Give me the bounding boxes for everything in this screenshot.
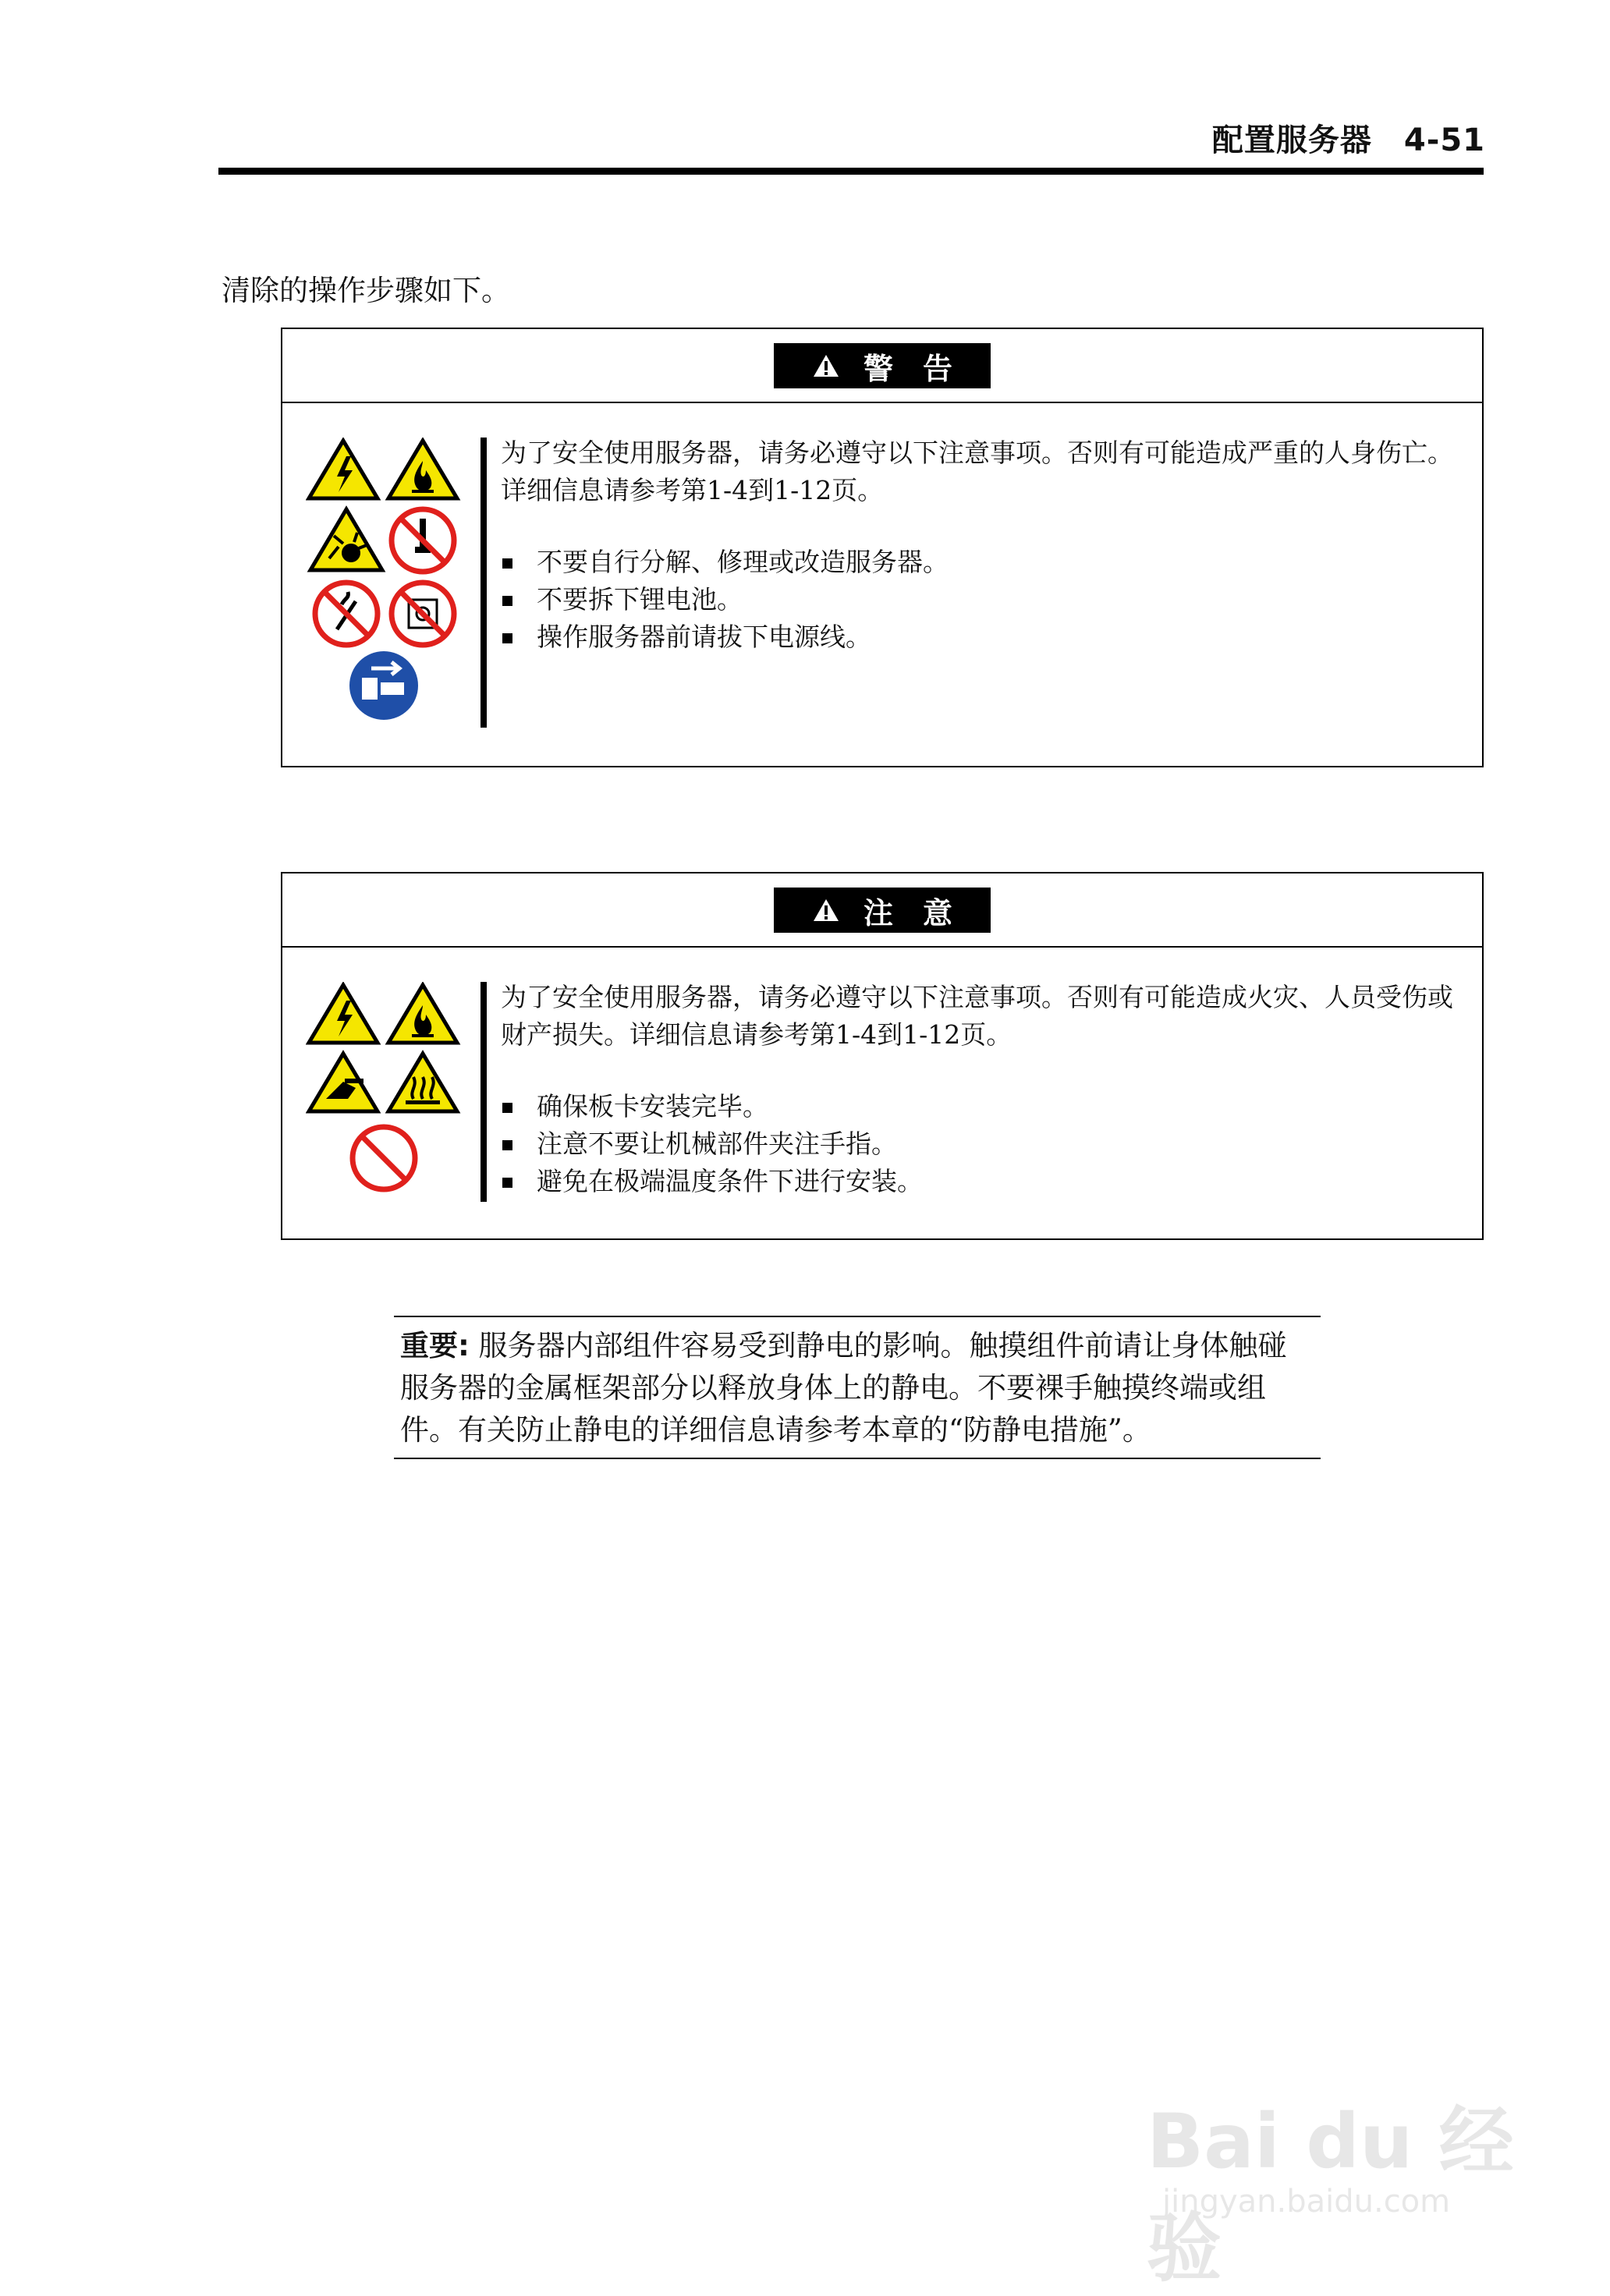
caution-divider [481,982,487,1202]
fire-icon [388,441,457,498]
list-item: 不要拆下锂电池。 [501,581,1460,618]
unplug-icon [349,651,418,720]
warning-label: 警 告 [863,351,952,386]
finger-pinch-icon [309,1054,378,1111]
warning-box-header [282,329,1482,403]
warning-divider [481,438,487,728]
warning-paragraph: 为了安全使用服务器，请务必遵守以下注意事项。否则有可能造成严重的人身伤亡。详细信息请参考第1-4到1-12页。 [501,438,1453,505]
warning-box [281,328,1484,767]
baidu-watermark [1147,2036,1521,2292]
warning-text [501,434,1460,656]
list-item: 操作服务器前请拔下电源线。 [501,618,1460,656]
caution-paragraph: 为了安全使用服务器，请务必遵守以下注意事项。否则有可能造成火灾、人员受伤或财产损失。详细信息请参考第1-4到1-12页。 [501,982,1453,1050]
warning-icons [306,438,470,726]
no-battery-removal-icon [392,583,454,645]
list-item: 不要自行分解、修理或改造服务器。 [501,544,1460,581]
electric-shock-icon [309,441,378,498]
caution-text [501,979,1460,1200]
caution-box [281,872,1484,1240]
important-label: 重要: [400,1329,470,1362]
warning-triangle-icon [812,353,840,378]
caution-label: 注 意 [863,895,952,930]
watermark-logo: Bai du 经验 [1147,2098,1514,2292]
page-header-title: 配置服务器 4-51 [1211,122,1485,158]
important-note [394,1316,1321,1459]
explosion-icon [310,509,382,570]
important-text: 服务器内部组件容易受到静电的影响。触摸组件前请让身体触碰服务器的金属框架部分以释放身体上的静电。不要裸手触摸终端或组件。有关防止静电的详细信息请参考本章的“防静电措施”。 [400,1329,1287,1447]
header-rule [218,168,1484,175]
no-fire-icon [315,583,378,645]
no-disassembly-icon [392,509,454,572]
caution-badge [774,888,991,933]
electric-shock-icon [309,985,378,1043]
intro-text: 清除的操作步骤如下。 [222,274,510,307]
fire-icon [388,985,457,1043]
warning-badge [774,343,991,388]
caution-triangle-icon [812,898,840,923]
warning-list [501,544,1460,656]
list-item: 避免在极端温度条件下进行安装。 [501,1163,1460,1200]
caution-box-header [282,873,1482,948]
caution-list [501,1088,1460,1200]
watermark-url: jingyan.baidu.com [1162,2184,1451,2220]
caution-icons [306,982,470,1200]
hot-surface-icon [388,1054,457,1111]
list-item: 注意不要让机械部件夹注手指。 [501,1125,1460,1163]
prohibited-icon [353,1127,415,1189]
list-item: 确保板卡安装完毕。 [501,1088,1460,1125]
